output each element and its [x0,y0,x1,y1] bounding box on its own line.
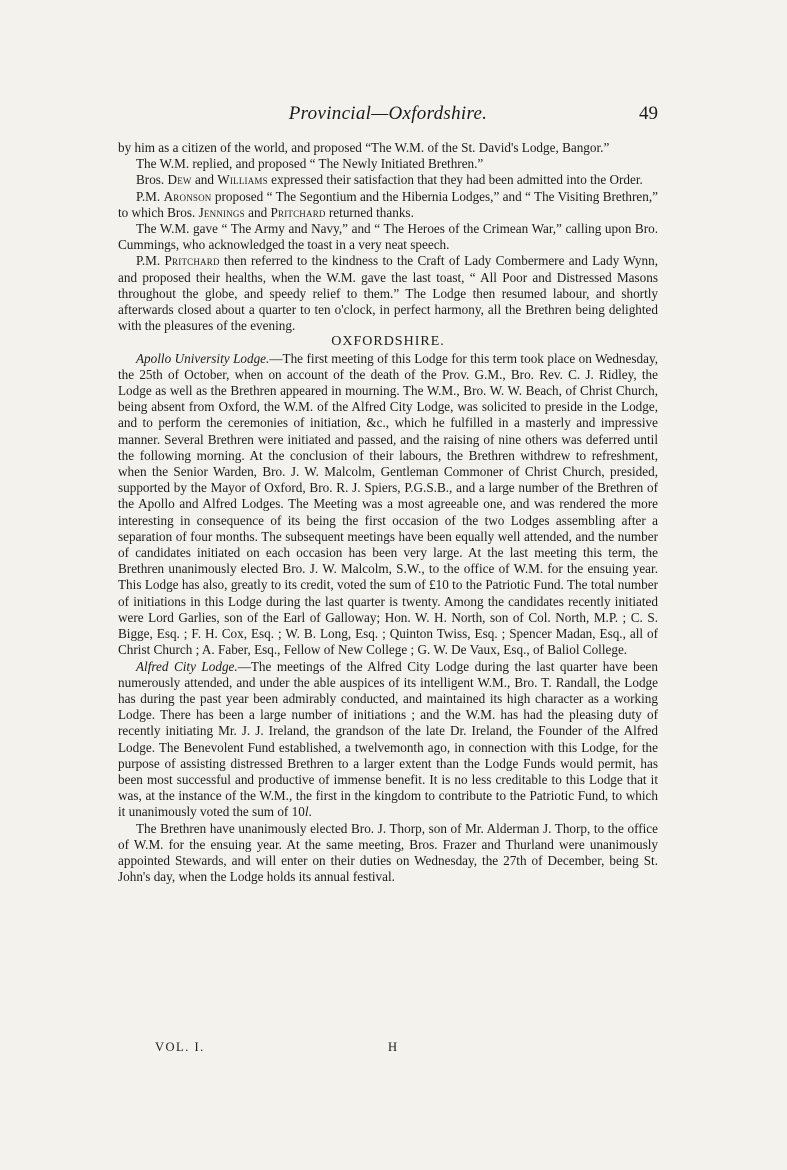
volume-mark: VOL. I. [155,1040,205,1054]
paragraph-pritchard-toast [118,253,658,334]
paragraph-continuation [118,140,658,156]
text-fragment: P.M. [136,188,161,204]
paragraph-text: —The meetings of the Alfred City Lodge during the last quarter have been numerously attended, and under the able auspices of its intelligent W.M., Bro. T. Randall, the Lodge has during the past year been admirably conducted, and maintained its high character as a working Lodge. There has been a large number of initiations ; and the W.M. has had the pleasing duty of recently initiating Mr. J. J. Ireland, the grandson of the late Dr. Ireland, the Founder of the Alfred Lodge. The Benevolent Fund established, a twelvemonth ago, in connection with this Lodge, for the purpose of assisting distressed Brethren to a larger extent than the Lodge Funds would permit, has been most successful and productive of immense benefit. It is no less creditable to this Lodge that it was, at the instance of the W.M., the first in the kingdom to contribute to the Patriotic Fund, to which it unanimously voted the sum of 10 [118,658,658,820]
paragraph-thorp-election [118,821,658,886]
paragraph-dew-williams [118,172,658,188]
name-dew: Dew [167,172,192,188]
paragraph-text: The Brethren have unanimously elected Bro. J. Thorp, son of Mr. Alderman J. Thorp, to the office of W.M. for the ensuing year. At the same meeting, Bros. Frazer and Thurland were unanimously appointed Stewards, and will enter on their duties on Wednesday, the 27th of December, being St. John's day, when the Lodge holds its annual festival. [118,820,658,885]
text-fragment: expressed their satisfaction that they had been admitted into the Order. [271,172,643,188]
paragraph-text: —The first meeting of this Lodge for this term took place on Wednesday, the 25th of October, when on account of the death of the Prov. G.M., Bro. Rev. C. J. Ridley, the Lodge as well as the Brethren appeared in mourning. The W.M., Bro. W. W. Beach, of Christ Church, being absent from Oxford, the W.M. of the Alfred City Lodge, was solicited to preside in the Lodge, and to perform the ceremonies of initiation, &c., which he fulfilled in a masterly and impressive manner. Several Brethren were initiated and passed, and the raising of nine others was deferred until the following morning. At the conclusion of their labours, the Brethren withdrew to refreshment, when the Senior Warden, Bro. J. W. Malcolm, Gentleman Commoner of Christ Church, presided, supported by the Mayor of Oxford, Bro. R. J. Spiers, P.G.S.B., and a large number of the Brethren of the Apollo and Alfred Lodges. The Meeting was a most agreeable one, and was rendered the more interesting in consequence of its being the first occasion of the two Lodges assembling after a separation of four months. The subsequent meetings have been equally well attended, and the number of candidates initiated on each occasion has been very large. At the last meeting this term, the Brethren unanimously elected Bro. J. W. Malcolm, S.W., to the office of W.M. for the ensuing year. This Lodge has also, greatly to its credit, voted the sum of £10 to the Patriotic Fund. The total number of initiations in this Lodge during the last quarter is twenty. Among the candidates recently initiated were Lord Garlies, son of the Earl of Galloway; Hon. W. H. North, son of Col. North, M.P. ; C. S. Bigge, Esq. ; F. H. Cox, Esq. ; W. B. Long, Esq. ; Quinton Twiss, Esq. ; Spencer Madan, Esq., all of Christ Church ; A. Faber, Esq., Fellow of New College ; G. W. De Vaux, Esq., of Baliol College. [118,350,658,658]
pound-abbrev: l [304,804,309,820]
name-williams: Williams [217,172,268,188]
text-fragment: Bros. [136,172,165,188]
page-number: 49 [639,103,658,124]
page-header [118,103,658,131]
text-fragment: and [194,172,214,188]
name-pritchard: Pritchard [270,204,326,220]
section-heading: OXFORDSHIRE. [331,334,445,350]
text-fragment: then referred to the kindness to the Craft of Lady Combermere and Lady Wynn, and proposed their healths, when the W.M. gave the last toast, “ All Poor and Distressed Masons throughout the globe, and speedy relief to them.” The Lodge then resumed labour, and shortly afterwards closed about a quarter to ten o'clock, in perfect harmony, all the Brethren being delighted with the pleasures of the evening. [118,253,658,334]
paragraph-apollo-lodge [118,351,658,659]
paragraph-army-navy [118,221,658,253]
lodge-name-apollo: Apollo University Lodge. [136,350,270,366]
name-pritchard: Pritchard [164,253,220,269]
signature-mark: H [388,1040,398,1054]
text-fragment: and [248,204,268,220]
paragraph-text: The W.M. gave “ The Army and Navy,” and “ The Heroes of the Crimean War,” calling upon Bro. Cummings, who acknowledged the toast in a very neat speech. [118,221,658,253]
text-fragment: . [308,804,312,820]
paragraph-alfred-lodge [118,659,658,821]
paragraph-wm-reply [118,156,658,172]
paragraph-text: The W.M. replied, and proposed “ The Newly Initiated Brethren.” [136,156,484,172]
text-fragment: returned thanks. [328,204,414,220]
name-aronson: Aronson [163,188,212,204]
paragraph-text: by him as a citizen of the world, and proposed “The W.M. of the St. David's Lodge, Bangor.” [118,140,610,155]
name-jennings: Jennings [198,204,245,220]
text-fragment: P.M. [136,253,161,269]
lodge-name-alfred: Alfred City Lodge. [136,658,238,674]
paragraph-aronson [118,189,658,221]
text-fragment: proposed “ The Segontium and the Hibernia Lodges,” and “ The Visiting Brethren,” to which Bros. [118,188,659,220]
page-footer [155,1040,635,1060]
page-body [118,140,658,885]
running-title: Provincial—Oxfordshire. [288,103,488,124]
